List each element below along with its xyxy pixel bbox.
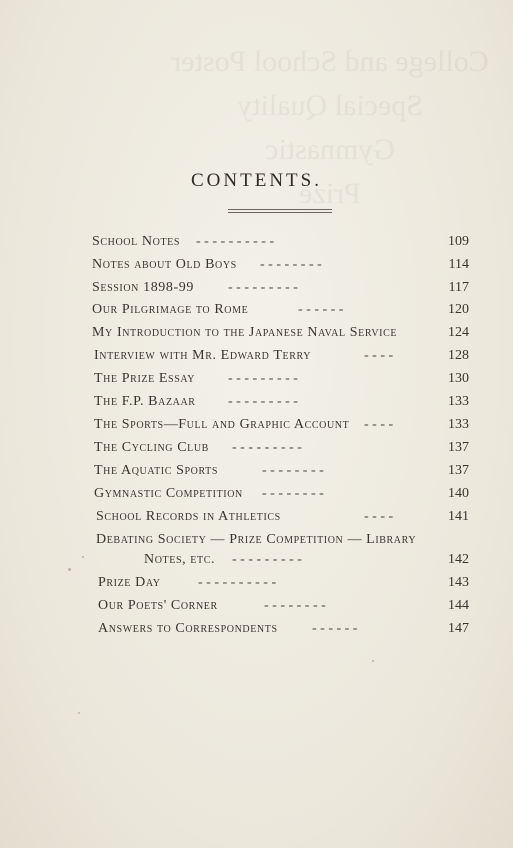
entry-page: 130 <box>448 371 469 386</box>
entry-title: The Cycling Club <box>94 440 209 455</box>
entry-page: 143 <box>448 575 469 590</box>
entry-leader: - - - - - - - - - <box>228 371 298 386</box>
entry-title: Prize Day <box>98 575 161 590</box>
entry-title: Answers to Correspondents <box>98 621 278 636</box>
entry-title: Gymnastic Competition <box>94 486 243 501</box>
paper-speck <box>372 660 374 662</box>
entry-leader: - - - - - - - - - - <box>198 575 277 590</box>
entry-page: 147 <box>448 621 469 636</box>
entry-leader: - - - - - - - - - - <box>196 234 275 249</box>
page-title: CONTENTS. <box>191 170 322 191</box>
entry-leader: - - - - - - - - - <box>232 440 302 455</box>
entry-page: 140 <box>448 486 469 501</box>
entry-page: 142 <box>448 552 469 567</box>
entry-page: 128 <box>448 348 469 363</box>
entry-title: The Aquatic Sports <box>94 463 218 478</box>
entry-page: 137 <box>448 463 469 478</box>
entry-leader: - - - - - - <box>312 621 358 636</box>
entry-title: Session 1898-99 <box>92 280 194 295</box>
entry-title: Notes about Old Boys <box>92 257 237 272</box>
paper-speck <box>68 568 71 571</box>
entry-title: School Records in Athletics <box>96 509 281 524</box>
entry-leader: - - - - - - - - <box>264 598 326 613</box>
entry-page: 124 <box>448 325 469 340</box>
paper-speck <box>82 556 84 558</box>
entry-leader: - - - - - - - - - <box>232 552 302 567</box>
entry-leader: - - - - - - - - - <box>228 280 298 295</box>
entry-page: 120 <box>448 302 469 317</box>
entry-title: Our Pilgrimage to Rome <box>92 302 249 317</box>
entry-page: 133 <box>448 394 469 409</box>
entry-page: 137 <box>448 440 469 455</box>
entry-leader: - - - - <box>364 417 394 432</box>
paper-speck <box>78 712 80 714</box>
entry-leader: - - - - - - - - - <box>228 394 298 409</box>
entry-leader: - - - - - - - - <box>262 463 324 478</box>
entry-title: Debating Society — Prize Competition — Library <box>96 532 417 547</box>
entry-title: The Sports—Full and Graphic Account <box>94 417 350 432</box>
entry-page: 141 <box>448 509 469 524</box>
title-rule <box>228 209 332 213</box>
entry-title: The Prize Essay <box>94 371 196 386</box>
entry-title: The F.P. Bazaar <box>94 394 196 409</box>
entry-leader: - - - - <box>364 509 394 524</box>
entry-title: Our Poets' Corner <box>98 598 218 613</box>
entry-title: School Notes <box>92 234 181 249</box>
bleed-through-text: College and School Poster Special Quality Gymnastic Prize <box>171 45 489 210</box>
entry-leader: - - - - - - - - <box>262 486 324 501</box>
entry-leader: - - - - - - <box>298 302 344 317</box>
entry-page: 109 <box>448 234 469 249</box>
entry-title: My Introduction to the Japanese Naval Service <box>92 325 398 340</box>
entry-page: 114 <box>448 257 469 272</box>
entry-page: 144 <box>448 598 469 613</box>
entry-page: 117 <box>448 280 469 295</box>
entry-leader: - - - - <box>364 348 394 363</box>
entry-page: 133 <box>448 417 469 432</box>
entry-title: Notes, etc. <box>144 552 216 567</box>
entry-title: Interview with Mr. Edward Terry <box>94 348 312 363</box>
entry-leader: - - - - - - - - <box>260 257 322 272</box>
